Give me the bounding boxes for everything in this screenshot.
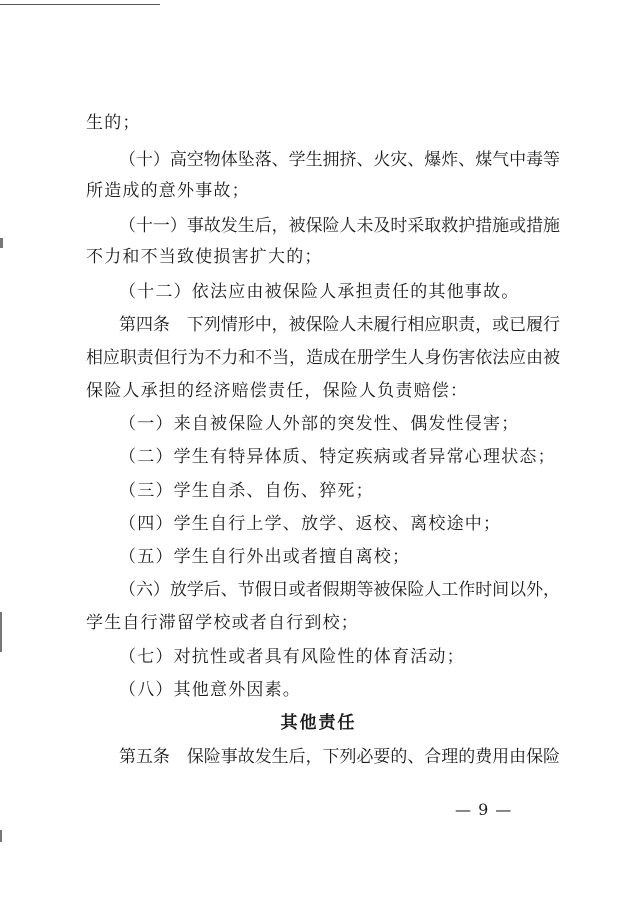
text-line: 所造成的意外事故； [86, 181, 250, 201]
list-item: （二）学生有特异体质、特定疾病或者异常心理状态； [119, 447, 556, 467]
article-5-text: 第五条 保险事故发生后，下列必要的、合理的费用由保险 [119, 747, 560, 767]
binding-mark-middle [0, 612, 2, 652]
text-line: 生的； [86, 113, 141, 133]
binding-mark-bottom [0, 830, 2, 842]
text-line: 相应职责但行为不力和不当，造成在册学生人身伤害依法应由被 [86, 348, 560, 368]
list-item: （一）来自被保险人外部的突发性、偶发性侵害； [119, 414, 520, 434]
text-line: （十）高空物体坠落、学生拥挤、火灾、爆炸、煤气中毒等 [119, 150, 560, 170]
text-line: （十二）依法应由被保险人承担责任的其他事故。 [119, 282, 520, 302]
binding-mark-top [0, 238, 3, 248]
article-4-text: 第四条 下列情形中，被保险人未履行相应职责，或已履行 [119, 315, 560, 335]
text-line: 保险人承担的经济赔偿责任，保险人负责赔偿： [86, 381, 469, 401]
top-border-line [0, 4, 160, 5]
text-line: 学生自行滞留学校或者自行到校； [86, 613, 359, 633]
page-number: — 9 — [455, 800, 513, 819]
section-heading: 其他责任 [280, 713, 357, 733]
list-item: （七）对抗性或者具有风险性的体育活动； [119, 647, 465, 667]
list-item: （八）其他意外因素。 [119, 680, 301, 700]
list-item: （四）学生自行上学、放学、返校、离校途中； [119, 514, 502, 534]
list-item: （六）放学后、节假日或者假期等被保险人工作时间以外， [119, 580, 560, 600]
text-line: 不力和不当致使损害扩大的； [86, 247, 323, 267]
text-line: （十一）事故发生后，被保险人未及时采取救护措施或措施 [119, 216, 560, 236]
list-item: （三）学生自杀、自伤、猝死； [119, 481, 374, 501]
list-item: （五）学生自行外出或者擅自离校； [119, 547, 411, 567]
